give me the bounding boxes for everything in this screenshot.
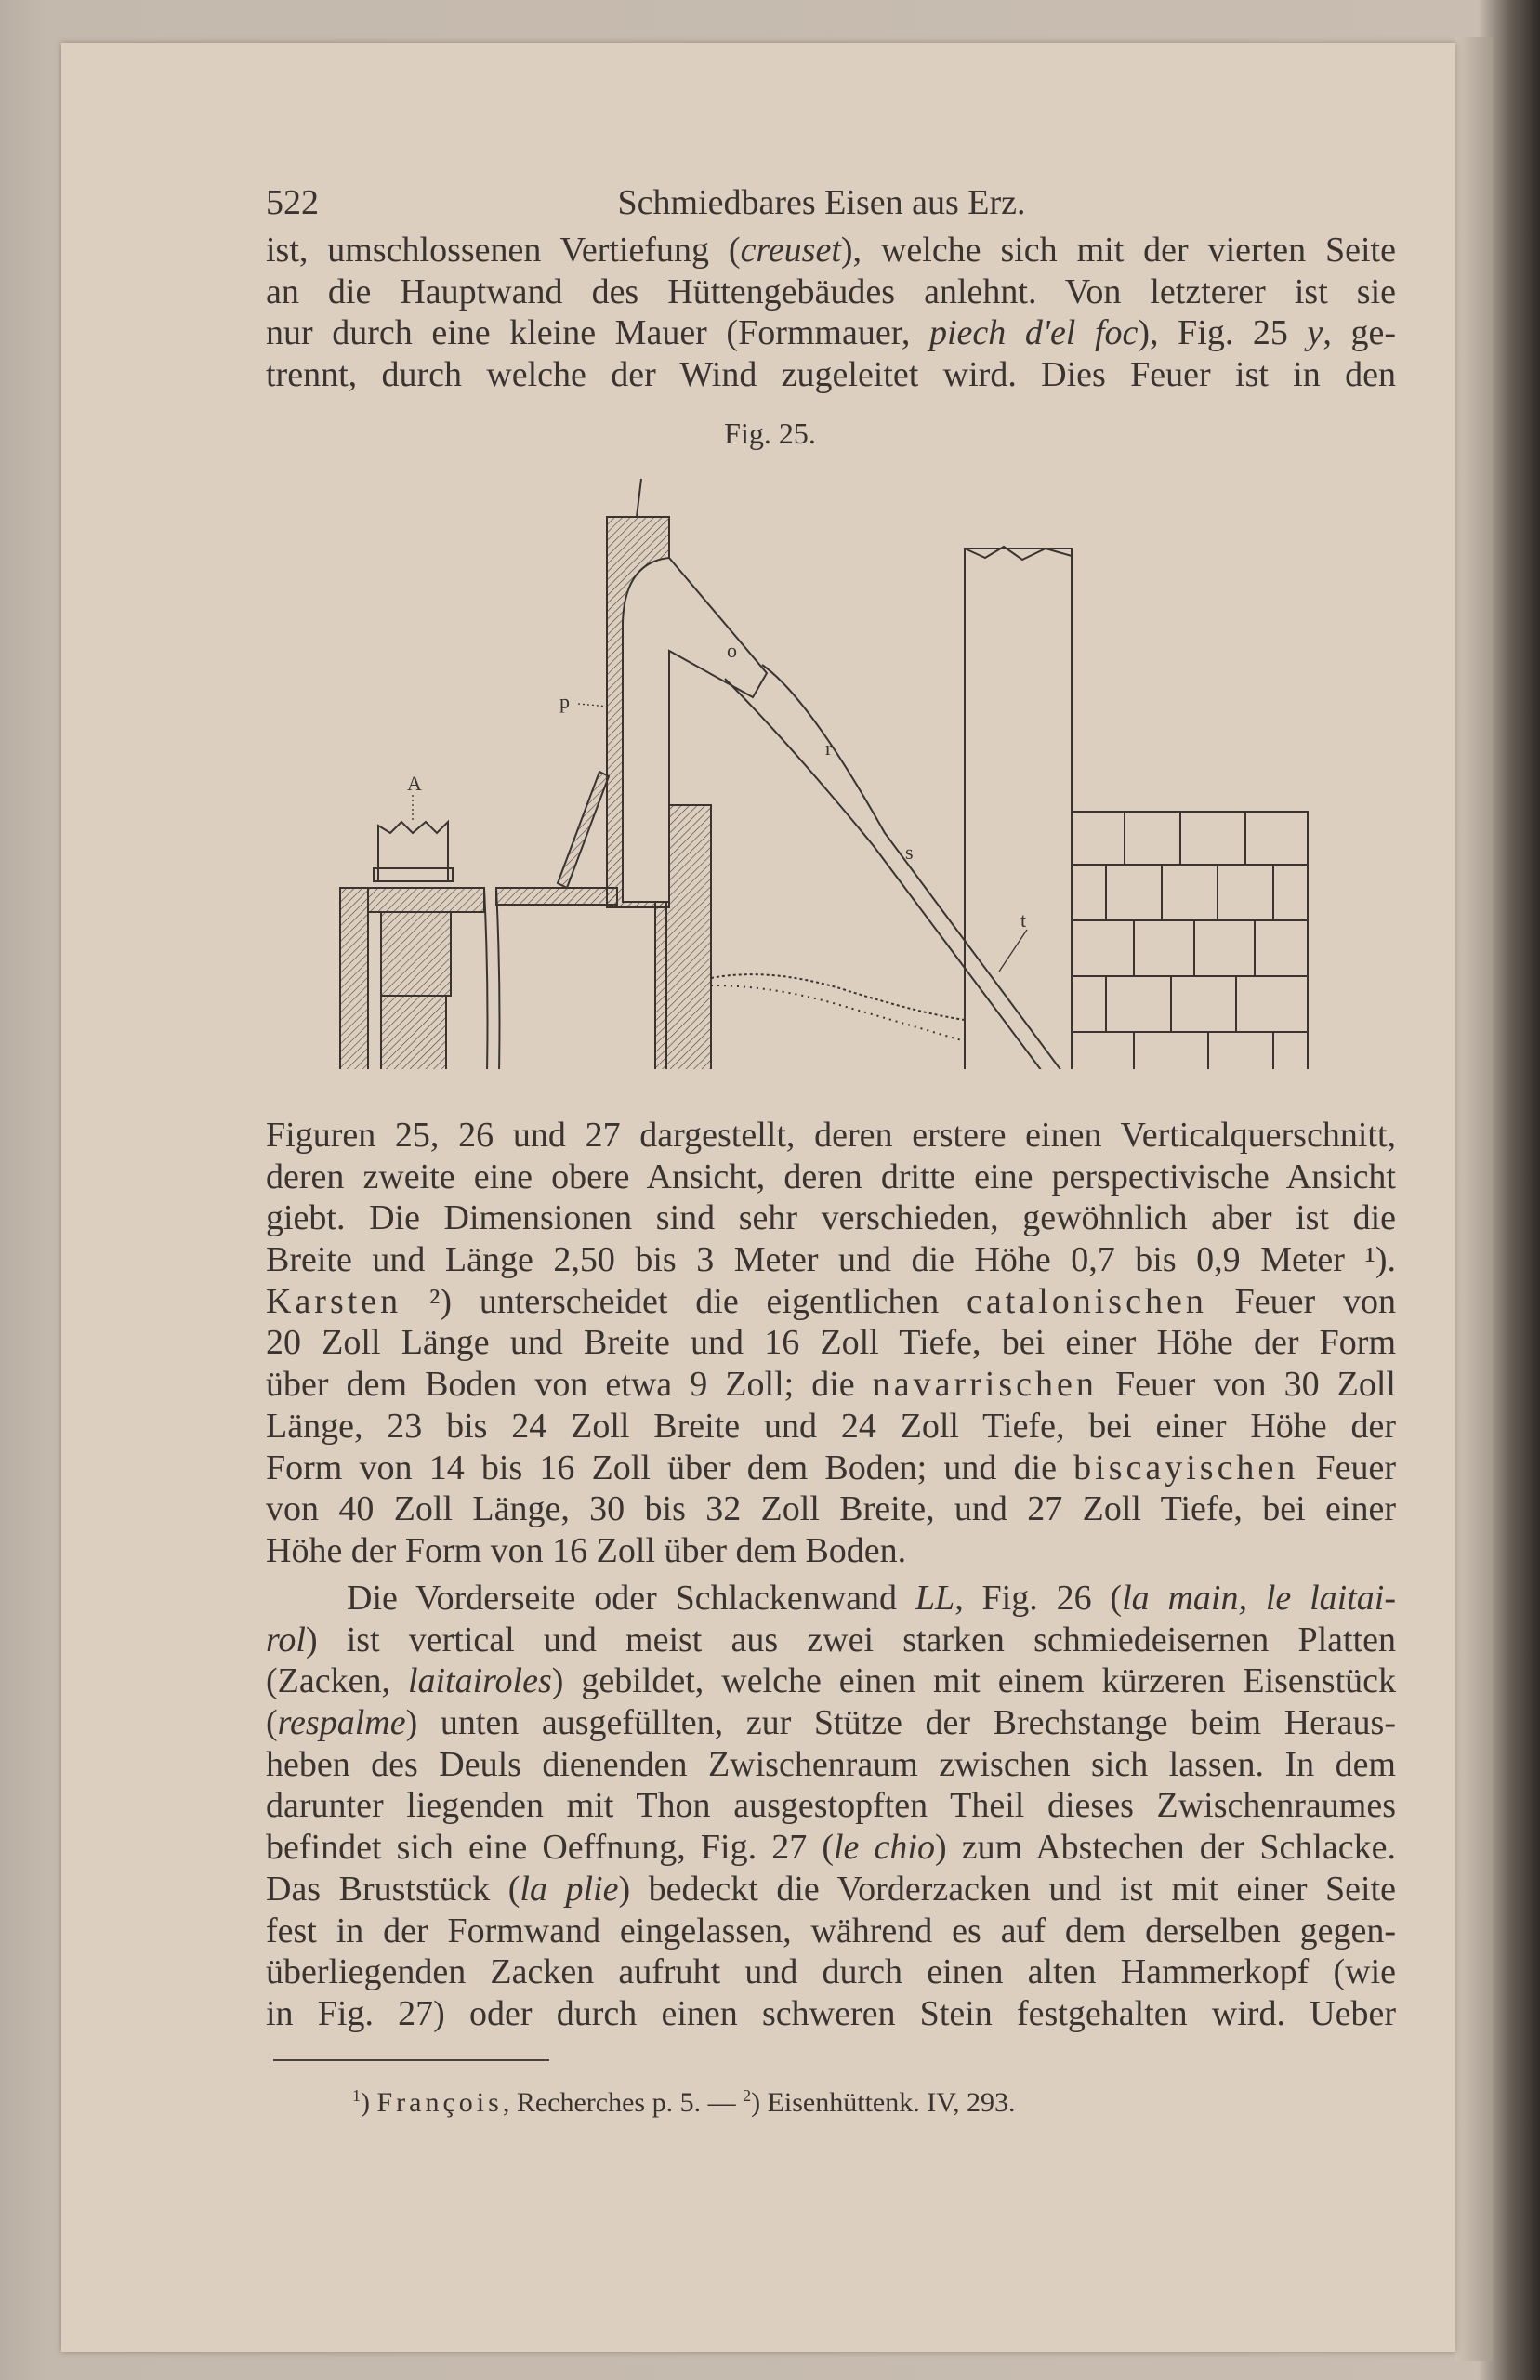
text-line [266, 1702, 1396, 1744]
text-run: ) bedeckt die Vorderzacken und ist mit einer Seite [618, 1869, 1396, 1909]
text-line [266, 1530, 1396, 1572]
text-run: ) unten ausgefüllten, zur Stütze der Brechstange beim Heraus- [405, 1703, 1396, 1743]
text-run: ) gebildet, welche einen mit einem kürzeren Eisenstück [551, 1661, 1397, 1701]
text-line [266, 1157, 1396, 1198]
text-line [266, 1281, 1396, 1323]
text-line [266, 1660, 1396, 1702]
text-line [266, 1115, 1396, 1157]
figure-label-t: t [1020, 908, 1027, 932]
footnote-1-author: François [376, 2087, 503, 2118]
text-run: ) zum Abstechen der Schlacke. [934, 1828, 1396, 1868]
text-run: über dem Boden von etwa 9 Zoll; die [266, 1365, 873, 1405]
text-line [266, 1322, 1396, 1364]
paragraph-1 [266, 230, 1396, 396]
text-line [266, 1239, 1396, 1281]
text-line [266, 1406, 1396, 1448]
text-line [266, 1951, 1396, 1993]
italic-term: creuset [740, 231, 841, 270]
italic-term: respalme [277, 1703, 406, 1743]
text-line [266, 1197, 1396, 1239]
footnote-2-marker: 2 [743, 2086, 752, 2105]
text-run: befindet sich eine Oeffnung, Fig. 27 ( [266, 1828, 834, 1868]
text-run: (Zacken, [266, 1661, 408, 1701]
spaced-term: navarrischen [872, 1365, 1098, 1405]
text-run: Form von 14 bis 16 Zoll über dem Boden; und die [266, 1448, 1074, 1488]
text-line [266, 1911, 1396, 1952]
spaced-term: catalonischen [967, 1281, 1207, 1321]
text-run: ), Fig. 25 [1138, 313, 1308, 353]
italic-term: la plie [520, 1869, 619, 1909]
text-line [266, 354, 1396, 396]
figure-label-r: r [825, 736, 833, 760]
spaced-term: biscayischen [1073, 1448, 1299, 1488]
italic-term: la main, le laitai- [1122, 1579, 1396, 1618]
page-number: 522 [266, 183, 319, 222]
text-line [266, 1364, 1396, 1406]
figure-label-o: o [727, 639, 737, 662]
italic-term: laitairoles [407, 1661, 552, 1701]
paragraph-2 [266, 1115, 1396, 1572]
text-line [266, 1620, 1396, 1661]
running-title: Schmiedbares Eisen aus Erz. [617, 183, 1026, 222]
figure-label-A: A [407, 772, 422, 795]
text-line [266, 1578, 1396, 1620]
footnote-2-text: ) Eisenhüttenk. IV, 293. [751, 2087, 1016, 2118]
text-run: ) ist vertical und meist aus zwei starken schmiedeisernen Platten [305, 1620, 1396, 1659]
footnote-1-text: , Recherches p. 5. — [502, 2087, 744, 2118]
figure-label-p: p [559, 690, 570, 713]
text-line [266, 1993, 1396, 2035]
text-run: überliegenden Zacken aufruht und durch einen alten Hammerkopf (wie [266, 1952, 1396, 1992]
figure-label-s: s [905, 840, 914, 864]
italic-term: piech d'el foc [928, 313, 1139, 353]
text-run: ist, umschlossenen Vertiefung ( [266, 231, 741, 270]
italic-term: rol [266, 1620, 306, 1659]
figure-caption: Fig. 25. [724, 416, 816, 450]
text-run: Das Bruststück ( [266, 1869, 520, 1909]
text-run: Feuer von [1206, 1281, 1396, 1321]
text-run: ( [266, 1703, 278, 1743]
text-run: darunter liegenden mit Thon ausgestopften Theil dieses Zwischenraumes [266, 1786, 1396, 1826]
paragraph-3 [266, 1578, 1396, 2035]
italic-term: LL [915, 1579, 955, 1618]
text-line [266, 1744, 1396, 1786]
footnote-1-marker: 1 [352, 2086, 361, 2105]
text-run: ²) unterscheidet die eigentlichen [401, 1281, 967, 1321]
text-run: , Fig. 26 ( [954, 1579, 1123, 1618]
text-run: fest in der Formwand eingelassen, während es auf dem derselben gegen- [266, 1911, 1396, 1950]
text-run: Die Vorderseite oder Schlackenwand [347, 1579, 915, 1618]
text-line [266, 1827, 1396, 1869]
text-line [266, 1448, 1396, 1489]
text-run: Höhe der Form von 16 Zoll über dem Boden. [266, 1530, 907, 1570]
text-run: 20 Zoll Länge und Breite und 16 Zoll Tiefe, bei einer Höhe der Form [266, 1323, 1396, 1363]
text-line [266, 312, 1396, 354]
text-run: nur durch eine kleine Mauer (Formmauer, [266, 313, 929, 353]
text-run: giebt. Die Dimensionen sind sehr verschieden, gewöhnlich aber ist die [266, 1198, 1396, 1238]
text-line [266, 1488, 1396, 1530]
text-run: Breite und Länge 2,50 bis 3 Meter und die Höhe 0,7 bis 0,9 Meter ¹). [266, 1240, 1396, 1280]
text-line [266, 271, 1396, 313]
text-run: ), welche sich mit der vierten Seite [840, 231, 1396, 270]
text-run: in Fig. 27) oder durch einen schweren Stein festgehalten wird. Ueber [266, 1993, 1396, 2033]
text-run: an die Hauptwand des Hüttengebäudes anlehnt. Von letzterer ist sie [266, 271, 1396, 311]
left-wall [340, 888, 368, 1069]
text-run: Feuer [1298, 1448, 1396, 1488]
italic-term: y [1307, 313, 1323, 353]
figure-25-furnace-section [288, 465, 1375, 1069]
text-run: trennt, durch welche der Wind zugeleitet wird. Dies Feuer ist in den [266, 355, 1396, 395]
text-run: Länge, 23 bis 24 Zoll Breite und 24 Zoll Tiefe, bei einer Höhe der [266, 1406, 1396, 1446]
text-line [266, 1785, 1396, 1827]
stone-wall [1072, 812, 1308, 1069]
text-run: , ge- [1323, 313, 1396, 353]
text-run: heben des Deuls dienenden Zwischenraum zwischen sich lassen. In dem [266, 1744, 1396, 1784]
text-run: Feuer von 30 Zoll [1097, 1365, 1396, 1405]
footnote-separator [273, 2059, 549, 2061]
footnotes: $^1$) François, Recherches p. 5. — $^2$) Eisenhüttenk. IV, 293. [352, 2086, 1016, 2118]
text-line [266, 1869, 1396, 1911]
italic-term: le chio [834, 1828, 935, 1868]
next-page-edge [1455, 37, 1493, 2361]
spaced-term: Karsten [266, 1281, 402, 1321]
text-run: Figuren 25, 26 und 27 dargestellt, deren erstere einen Verticalquerschnitt, [266, 1116, 1396, 1155]
text-run: von 40 Zoll Länge, 30 bis 32 Zoll Breite, und 27 Zoll Tiefe, bei einer [266, 1489, 1396, 1529]
text-line [266, 230, 1396, 271]
text-run: deren zweite eine obere Ansicht, deren dritte eine perspectivische Ansicht [266, 1157, 1396, 1197]
